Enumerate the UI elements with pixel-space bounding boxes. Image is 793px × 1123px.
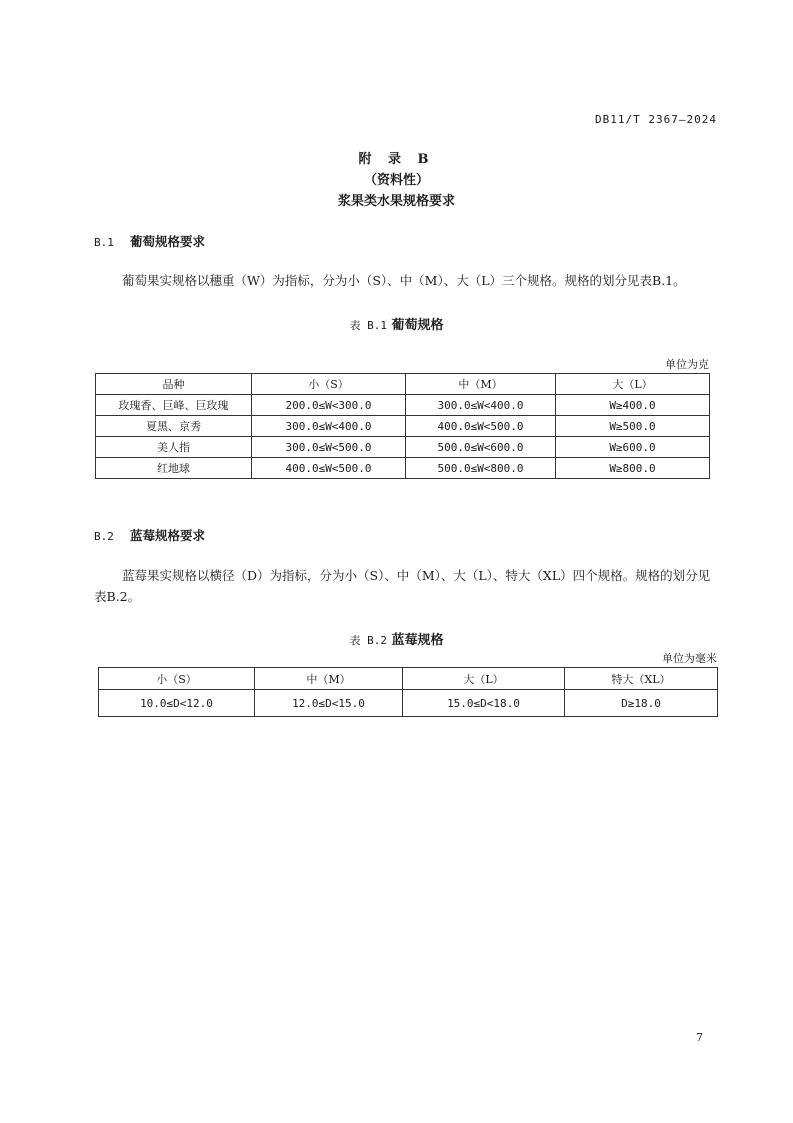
table-cell: 500.0≤W<800.0: [406, 458, 556, 479]
table-cell: 300.0≤W<500.0: [252, 437, 406, 458]
section-b2-paragraph: 蓝莓果实规格以横径（D）为指标，分为小（S）、中（M）、大（L）、特大（XL）四个规格。规格的划分见表B.2。: [94, 568, 711, 604]
table-b2-unit: 单位为毫米: [662, 652, 717, 665]
table-cell: 200.0≤W<300.0: [252, 395, 406, 416]
table-cell: 300.0≤W<400.0: [252, 416, 406, 437]
table-b2-header-xlarge: 特大（XL）: [565, 668, 718, 690]
appendix-subject: 浆果类水果规格要求: [337, 194, 455, 209]
table-cell: 玫瑰香、巨峰、巨玫瑰: [96, 395, 252, 416]
appendix-nature: （资料性）: [363, 173, 429, 188]
table-cell: 美人指: [96, 437, 252, 458]
table-row: [99, 690, 718, 717]
table-b2-header-row: [99, 668, 718, 690]
section-b1-paragraph: 葡萄果实规格以穗重（W）为指标，分为小（S）、中（M）、大（L）三个规格。规格的划分见表B.1。: [122, 273, 686, 288]
section-b2-heading: [94, 526, 205, 544]
section-b1-heading: [94, 232, 205, 250]
table-cell: W≥800.0: [556, 458, 710, 479]
table-cell: 10.0≤D<12.0: [99, 690, 255, 717]
table-cell: W≥500.0: [556, 416, 710, 437]
table-cell: 400.0≤W<500.0: [252, 458, 406, 479]
table-row: [96, 458, 710, 479]
section-b2-title: 蓝莓规格要求: [130, 528, 206, 543]
appendix-title: 附 录 B: [358, 152, 435, 167]
table-b2: [98, 667, 718, 717]
table-cell: 红地球: [96, 458, 252, 479]
table-b1-header-medium: 中（M）: [406, 374, 556, 395]
table-b2-header-medium: 中（M）: [255, 668, 403, 690]
table-cell: 12.0≤D<15.0: [255, 690, 403, 717]
table-cell: 400.0≤W<500.0: [406, 416, 556, 437]
table-cell: 15.0≤D<18.0: [403, 690, 565, 717]
table-b2-header-small: 小（S）: [99, 668, 255, 690]
table-row: [96, 437, 710, 458]
table-b2-header-large: 大（L）: [403, 668, 565, 690]
table-b1-header-large: 大（L）: [556, 374, 710, 395]
table-b1-header-variety: 品种: [96, 374, 252, 395]
table-b2-caption-title: 蓝莓规格: [391, 633, 444, 648]
table-b1-header-row: [96, 374, 710, 395]
table-row: [96, 395, 710, 416]
page-number: 7: [696, 1031, 703, 1044]
table-cell: 500.0≤W<600.0: [406, 437, 556, 458]
table-b1-caption-number: 表 B.1: [349, 319, 387, 332]
table-b1-unit: 单位为克: [665, 358, 709, 371]
standard-code: DB11/T 2367—2024: [595, 113, 717, 126]
table-b1: [95, 373, 710, 479]
section-b2-number: B.2: [94, 530, 114, 543]
section-b1-title: 葡萄规格要求: [130, 234, 206, 249]
section-b1-number: B.1: [94, 236, 114, 249]
table-cell: W≥600.0: [556, 437, 710, 458]
table-b2-caption-number: 表 B.2: [349, 634, 387, 647]
table-b2-caption: [0, 629, 793, 648]
table-cell: W≥400.0: [556, 395, 710, 416]
table-b1-header-small: 小（S）: [252, 374, 406, 395]
table-cell: 300.0≤W<400.0: [406, 395, 556, 416]
table-row: [96, 416, 710, 437]
table-cell: D≥18.0: [565, 690, 718, 717]
table-b1-caption-title: 葡萄规格: [391, 318, 444, 333]
table-b1-caption: [0, 314, 793, 333]
table-cell: 夏黑、京秀: [96, 416, 252, 437]
